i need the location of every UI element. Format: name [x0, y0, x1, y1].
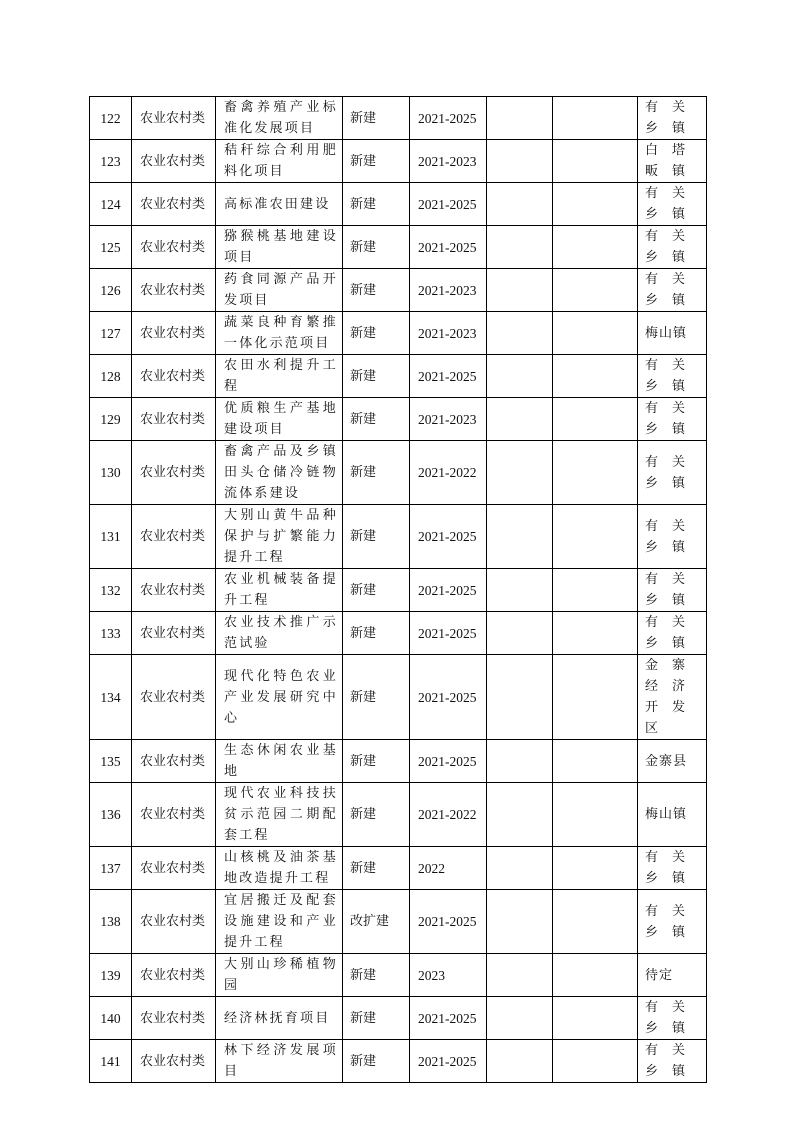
row-project-name: 秸秆综合利用肥料化项目 — [216, 140, 343, 183]
table-row — [90, 312, 707, 355]
table-row — [90, 183, 707, 226]
row-build-type: 新建 — [343, 398, 410, 441]
table-row — [90, 505, 707, 569]
row-location: 有关乡镇 — [638, 398, 707, 441]
row-blank-cell — [487, 269, 553, 312]
row-years: 2021-2025 — [410, 569, 487, 612]
table-row — [90, 140, 707, 183]
row-blank-cell — [487, 226, 553, 269]
row-blank-cell — [553, 183, 638, 226]
row-number: 140 — [90, 997, 132, 1040]
table-row — [90, 355, 707, 398]
row-category: 农业农村类 — [132, 569, 216, 612]
row-location: 有关乡镇 — [638, 997, 707, 1040]
row-blank-cell — [553, 783, 638, 847]
row-project-name: 现代农业科技扶贫示范园二期配套工程 — [216, 783, 343, 847]
row-blank-cell — [553, 355, 638, 398]
project-table — [89, 96, 707, 1083]
row-category: 农业农村类 — [132, 140, 216, 183]
row-category: 农业农村类 — [132, 312, 216, 355]
row-category: 农业农村类 — [132, 505, 216, 569]
row-category: 农业农村类 — [132, 441, 216, 505]
row-blank-cell — [487, 183, 553, 226]
row-blank-cell — [487, 612, 553, 655]
row-years: 2021-2022 — [410, 441, 487, 505]
row-years: 2021-2025 — [410, 97, 487, 140]
row-build-type: 新建 — [343, 569, 410, 612]
row-location: 金寨县 — [638, 740, 707, 783]
row-build-type: 新建 — [343, 355, 410, 398]
row-category: 农业农村类 — [132, 97, 216, 140]
row-location: 有关乡镇 — [638, 847, 707, 890]
row-location: 有关乡镇 — [638, 183, 707, 226]
row-project-name: 猕猴桃基地建设项目 — [216, 226, 343, 269]
row-years: 2021-2025 — [410, 1040, 487, 1083]
row-blank-cell — [553, 954, 638, 997]
row-build-type: 新建 — [343, 1040, 410, 1083]
row-build-type: 新建 — [343, 97, 410, 140]
row-blank-cell — [487, 997, 553, 1040]
row-number: 127 — [90, 312, 132, 355]
row-years: 2021-2025 — [410, 355, 487, 398]
row-category: 农业农村类 — [132, 269, 216, 312]
row-blank-cell — [553, 655, 638, 740]
row-blank-cell — [487, 740, 553, 783]
row-build-type: 新建 — [343, 505, 410, 569]
row-years: 2021-2025 — [410, 997, 487, 1040]
row-blank-cell — [487, 655, 553, 740]
row-number: 136 — [90, 783, 132, 847]
row-number: 137 — [90, 847, 132, 890]
row-blank-cell — [487, 890, 553, 954]
row-location: 梅山镇 — [638, 783, 707, 847]
row-number: 122 — [90, 97, 132, 140]
table-row — [90, 740, 707, 783]
row-project-name: 现代化特色农业产业发展研究中心 — [216, 655, 343, 740]
row-location: 有关乡镇 — [638, 441, 707, 505]
row-blank-cell — [553, 612, 638, 655]
row-blank-cell — [487, 441, 553, 505]
row-category: 农业农村类 — [132, 183, 216, 226]
row-project-name: 农田水利提升工程 — [216, 355, 343, 398]
row-build-type: 新建 — [343, 226, 410, 269]
table-row — [90, 226, 707, 269]
row-years: 2021-2023 — [410, 312, 487, 355]
row-project-name: 生态休闲农业基地 — [216, 740, 343, 783]
row-years: 2021-2025 — [410, 505, 487, 569]
row-project-name: 畜禽产品及乡镇田头仓储冷链物流体系建设 — [216, 441, 343, 505]
row-number: 126 — [90, 269, 132, 312]
row-build-type: 新建 — [343, 655, 410, 740]
row-blank-cell — [487, 398, 553, 441]
row-blank-cell — [487, 954, 553, 997]
row-number: 125 — [90, 226, 132, 269]
table-row — [90, 569, 707, 612]
table-row — [90, 269, 707, 312]
row-blank-cell — [553, 740, 638, 783]
row-blank-cell — [487, 97, 553, 140]
row-number: 128 — [90, 355, 132, 398]
row-build-type: 新建 — [343, 847, 410, 890]
row-location: 有关乡镇 — [638, 226, 707, 269]
row-project-name: 经济林抚育项目 — [216, 997, 343, 1040]
row-project-name: 优质粮生产基地建设项目 — [216, 398, 343, 441]
row-build-type: 新建 — [343, 312, 410, 355]
row-build-type: 新建 — [343, 954, 410, 997]
row-project-name: 宜居搬迁及配套设施建设和产业提升工程 — [216, 890, 343, 954]
row-build-type: 新建 — [343, 140, 410, 183]
table-row — [90, 398, 707, 441]
row-category: 农业农村类 — [132, 612, 216, 655]
row-project-name: 林下经济发展项目 — [216, 1040, 343, 1083]
row-blank-cell — [487, 140, 553, 183]
row-location: 待定 — [638, 954, 707, 997]
row-years: 2021-2023 — [410, 398, 487, 441]
row-build-type: 新建 — [343, 441, 410, 505]
row-years: 2021-2025 — [410, 740, 487, 783]
row-blank-cell — [487, 505, 553, 569]
row-blank-cell — [553, 140, 638, 183]
row-location: 白塔畈镇 — [638, 140, 707, 183]
row-years: 2021-2025 — [410, 612, 487, 655]
row-location: 金寨经济开发区 — [638, 655, 707, 740]
row-blank-cell — [553, 97, 638, 140]
row-location: 梅山镇 — [638, 312, 707, 355]
row-number: 130 — [90, 441, 132, 505]
row-project-name: 高标准农田建设 — [216, 183, 343, 226]
row-blank-cell — [553, 505, 638, 569]
row-project-name: 畜禽养殖产业标准化发展项目 — [216, 97, 343, 140]
row-number: 132 — [90, 569, 132, 612]
row-project-name: 农业技术推广示范试验 — [216, 612, 343, 655]
table-row — [90, 847, 707, 890]
row-blank-cell — [487, 1040, 553, 1083]
row-blank-cell — [553, 226, 638, 269]
row-build-type: 改扩建 — [343, 890, 410, 954]
row-blank-cell — [553, 890, 638, 954]
row-blank-cell — [553, 441, 638, 505]
row-number: 139 — [90, 954, 132, 997]
row-category: 农业农村类 — [132, 847, 216, 890]
row-years: 2021-2025 — [410, 226, 487, 269]
table-row — [90, 441, 707, 505]
row-blank-cell — [553, 1040, 638, 1083]
row-blank-cell — [553, 312, 638, 355]
row-years: 2023 — [410, 954, 487, 997]
row-category: 农业农村类 — [132, 954, 216, 997]
row-build-type: 新建 — [343, 183, 410, 226]
row-number: 123 — [90, 140, 132, 183]
row-location: 有关乡镇 — [638, 505, 707, 569]
row-blank-cell — [553, 398, 638, 441]
row-build-type: 新建 — [343, 740, 410, 783]
document-page — [89, 96, 707, 1083]
row-blank-cell — [487, 312, 553, 355]
row-build-type: 新建 — [343, 269, 410, 312]
row-years: 2021-2025 — [410, 655, 487, 740]
row-category: 农业农村类 — [132, 783, 216, 847]
table-row — [90, 655, 707, 740]
table-row — [90, 997, 707, 1040]
row-blank-cell — [487, 783, 553, 847]
row-number: 131 — [90, 505, 132, 569]
row-years: 2021-2025 — [410, 890, 487, 954]
row-category: 农业农村类 — [132, 226, 216, 269]
row-category: 农业农村类 — [132, 890, 216, 954]
row-years: 2021-2023 — [410, 140, 487, 183]
row-blank-cell — [487, 569, 553, 612]
row-build-type: 新建 — [343, 783, 410, 847]
row-location: 有关乡镇 — [638, 569, 707, 612]
row-category: 农业农村类 — [132, 740, 216, 783]
row-blank-cell — [487, 355, 553, 398]
row-location: 有关乡镇 — [638, 355, 707, 398]
row-number: 141 — [90, 1040, 132, 1083]
row-location: 有关乡镇 — [638, 1040, 707, 1083]
row-project-name: 农业机械装备提升工程 — [216, 569, 343, 612]
row-number: 129 — [90, 398, 132, 441]
row-location: 有关乡镇 — [638, 890, 707, 954]
row-years: 2021-2023 — [410, 269, 487, 312]
row-project-name: 大别山黄牛品种保护与扩繁能力提升工程 — [216, 505, 343, 569]
row-number: 138 — [90, 890, 132, 954]
row-project-name: 药食同源产品开发项目 — [216, 269, 343, 312]
row-build-type: 新建 — [343, 997, 410, 1040]
row-blank-cell — [553, 569, 638, 612]
row-years: 2021-2022 — [410, 783, 487, 847]
row-years: 2021-2025 — [410, 183, 487, 226]
row-years: 2022 — [410, 847, 487, 890]
row-number: 135 — [90, 740, 132, 783]
table-row — [90, 612, 707, 655]
row-blank-cell — [487, 847, 553, 890]
row-number: 133 — [90, 612, 132, 655]
table-row — [90, 954, 707, 997]
row-project-name: 山核桃及油茶基地改造提升工程 — [216, 847, 343, 890]
row-location: 有关乡镇 — [638, 269, 707, 312]
row-project-name: 蔬菜良种育繁推一体化示范项目 — [216, 312, 343, 355]
table-body — [90, 97, 707, 1083]
table-row — [90, 783, 707, 847]
table-row — [90, 1040, 707, 1083]
row-category: 农业农村类 — [132, 997, 216, 1040]
row-location: 有关乡镇 — [638, 97, 707, 140]
table-row — [90, 890, 707, 954]
row-category: 农业农村类 — [132, 355, 216, 398]
row-blank-cell — [553, 847, 638, 890]
row-category: 农业农村类 — [132, 398, 216, 441]
row-category: 农业农村类 — [132, 1040, 216, 1083]
row-build-type: 新建 — [343, 612, 410, 655]
row-project-name: 大别山珍稀植物园 — [216, 954, 343, 997]
row-blank-cell — [553, 269, 638, 312]
table-row — [90, 97, 707, 140]
row-category: 农业农村类 — [132, 655, 216, 740]
row-number: 134 — [90, 655, 132, 740]
row-blank-cell — [553, 997, 638, 1040]
row-location: 有关乡镇 — [638, 612, 707, 655]
row-number: 124 — [90, 183, 132, 226]
